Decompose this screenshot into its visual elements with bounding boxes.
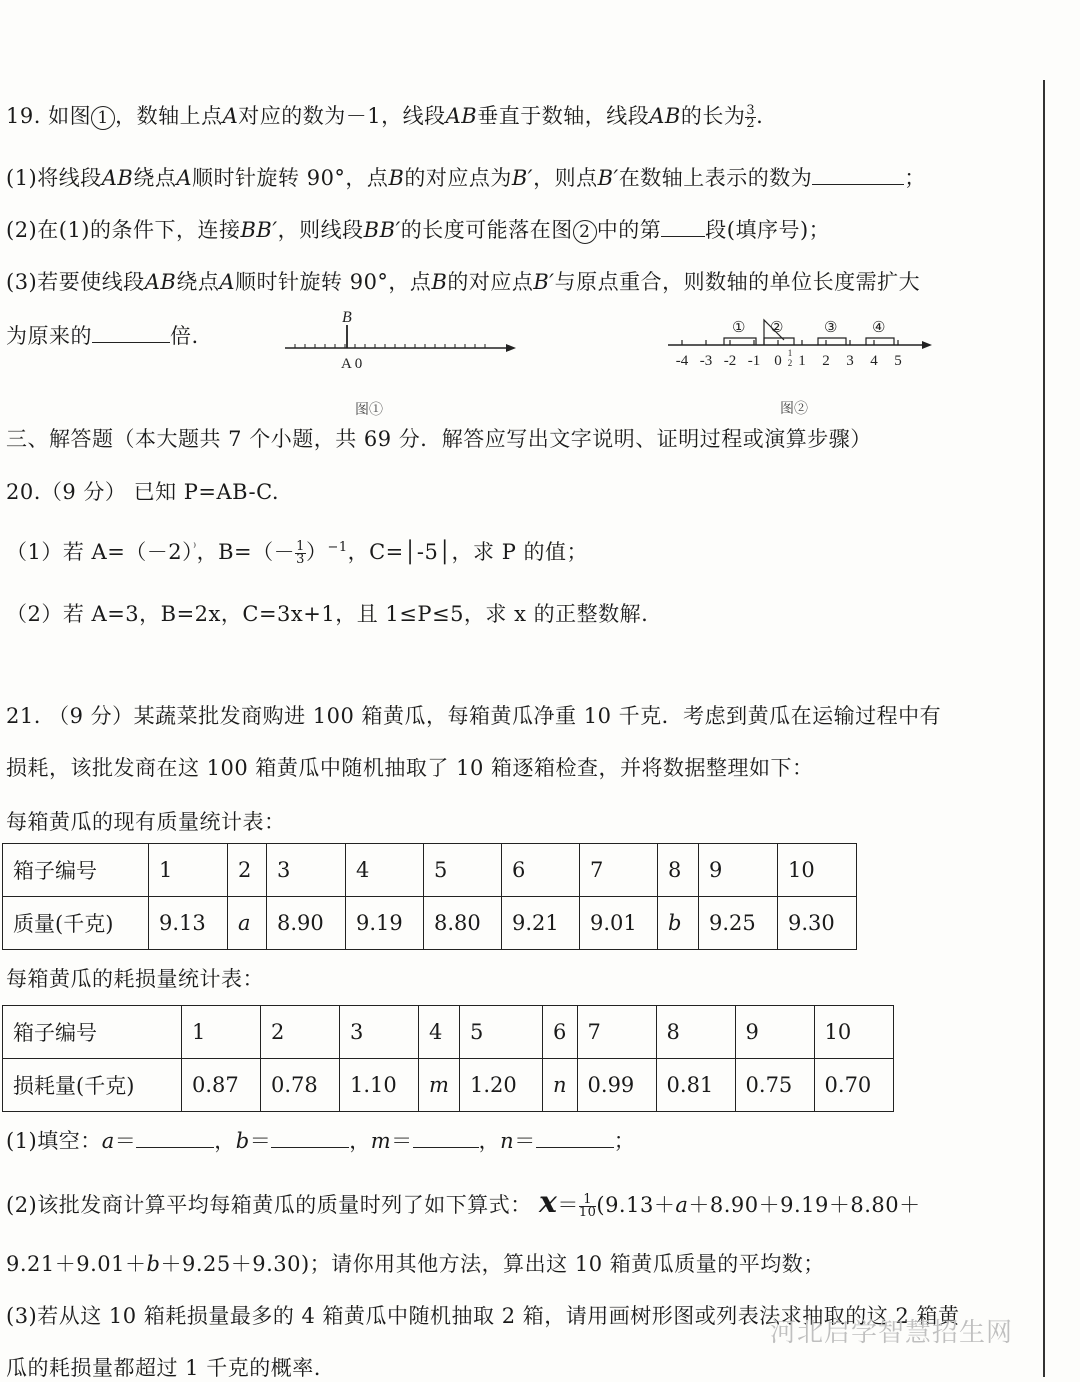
answer-blank[interactable] xyxy=(661,235,705,237)
q19-part3-cont: 为原来的 倍. xyxy=(6,324,199,348)
tick-label: 5 xyxy=(894,353,902,369)
page-edge-line xyxy=(1043,80,1045,1377)
tick-label: 4 xyxy=(870,353,878,369)
figure-2-caption: 图② xyxy=(780,401,808,417)
segment-2 xyxy=(764,338,794,345)
table-row: 箱子编号 1 2 3 4 5 6 7 8 9 10 xyxy=(3,1006,894,1059)
circle-number-1: 1 xyxy=(91,106,115,130)
section-3-heading: 三、解答题（本大题共 7 个小题，共 69 分．解答应写出文字说明、证明过程或演算步骤） xyxy=(6,427,872,451)
fraction-3-2: $\frac{3}{2}$ xyxy=(746,103,756,131)
circle-number-2: 2 xyxy=(573,220,597,244)
quality-table xyxy=(2,843,857,950)
figure-1-number-line xyxy=(280,305,520,385)
answer-blank[interactable] xyxy=(92,341,170,343)
segment-1 xyxy=(724,338,756,345)
fraction-1-10: $\frac{1}{10}$ xyxy=(578,1192,597,1220)
tick-label: -4 xyxy=(675,353,689,369)
q21-part2-cont: 9.21＋9.01＋b＋9.25＋9.30)；请你用其他方法，算出这 10 箱黄瓜质量的平均数； xyxy=(6,1252,825,1276)
tick-label: -3 xyxy=(699,353,713,369)
segment-4 xyxy=(866,338,894,345)
q19-stem: 19. 如图 1 ，数轴上点A对应的数为－1，线段AB垂直于数轴，线段AB的长为 $\frac{3}{2}$ . xyxy=(6,103,764,131)
q21-line2: 损耗，该批发商在这 100 箱黄瓜中随机抽取了 10 箱逐箱检查，并将数据整理如下： xyxy=(6,756,814,780)
figure-1-caption: 图① xyxy=(355,402,383,418)
figure-2-number-line xyxy=(660,310,940,375)
q21-part1: (1)填空：a＝ ，b＝ ，m＝ ，n＝ ； xyxy=(6,1129,636,1153)
tick-label: 2 xyxy=(822,353,830,369)
answer-blank[interactable] xyxy=(812,183,904,185)
q19-part1: (1)将线段AB绕点A顺时针旋转 90°，点B的对应点为B′，则点B′在数轴上表示的数为 ； xyxy=(6,166,926,190)
segment-label-2: ② xyxy=(770,320,784,336)
half-den: 2 xyxy=(787,358,793,368)
table-row: 损耗量(千克) 0.87 0.78 1.10 m 1.20 n 0.99 0.81 0.75 0.70 xyxy=(3,1059,894,1112)
tick-label: -1 xyxy=(747,353,761,369)
q21-part3: (3)若从这 10 箱耗损量最多的 4 箱黄瓜中随机抽取 2 箱，请用画树形图或列表法求抽取的这 2 箱黄 xyxy=(6,1304,960,1328)
loss-table xyxy=(2,1005,894,1112)
q21-line1: 21. （9 分）某蔬菜批发商购进 100 箱黄瓜，每箱黄瓜净重 10 千克．考虑到黄瓜在运输过程中有 xyxy=(6,704,942,728)
q21-part2: (2)该批发商计算平均每箱黄瓜的质量时列了如下算式： x＝ $\frac{1}{10}$ (9.13＋a＋8.90＋9.19＋8.80＋ xyxy=(6,1185,921,1220)
table-row: 质量(千克) 9.13 a 8.90 9.19 8.80 9.21 9.01 b 9.25 9.30 xyxy=(3,897,857,950)
label-a0: A 0 xyxy=(341,356,363,372)
table2-title: 每箱黄瓜的耗损量统计表： xyxy=(6,967,264,991)
q21-part3-cont: 瓜的耗损量都超过 1 千克的概率. xyxy=(6,1356,321,1380)
tick-label: -2 xyxy=(723,353,737,369)
answer-blank-n[interactable] xyxy=(536,1146,614,1148)
tick-label: 1 xyxy=(798,353,806,369)
q20-head: 20.（9 分） 已知 P=AB-C. xyxy=(6,480,280,504)
fraction-1-3: $\frac{1}{3}$ xyxy=(296,539,305,567)
label-b: B xyxy=(342,309,352,326)
q19-part2: (2)在(1)的条件下，连接BB′，则线段BB′的长度可能落在图 2 中的第 段(填序号)； xyxy=(6,218,831,242)
tick-label: 3 xyxy=(846,353,854,369)
answer-blank-b[interactable] xyxy=(271,1146,349,1148)
table1-title: 每箱黄瓜的现有质量统计表： xyxy=(6,810,286,834)
segment-label-4: ④ xyxy=(872,320,886,336)
answer-blank-a[interactable] xyxy=(136,1146,214,1148)
tick-label: 0 xyxy=(774,353,782,369)
half-num: 1 xyxy=(787,348,793,358)
watermark: 河北启学智慧招生网 xyxy=(770,1318,1014,1348)
segment-3 xyxy=(818,338,846,345)
table-row: 箱子编号 1 2 3 4 5 6 7 8 9 10 xyxy=(3,844,857,897)
segment-label-3: ③ xyxy=(824,320,838,336)
segment-label-1: ① xyxy=(732,320,746,336)
answer-blank-m[interactable] xyxy=(413,1146,479,1148)
q19-part3: (3)若要使线段AB绕点A顺时针旋转 90°，点B的对应点B′与原点重合，则数轴的单位长度需扩大 xyxy=(6,270,921,294)
q20-part1: （1）若 A=（－2）⁾，B=（－ $\frac{1}{3}$ ）$^{-1}$，C=│-5│，求 P 的值； xyxy=(6,539,588,567)
q20-part2: （2）若 A=3，B=2x，C=3x+1，且 1≤P≤5，求 x 的正整数解. xyxy=(6,602,649,626)
